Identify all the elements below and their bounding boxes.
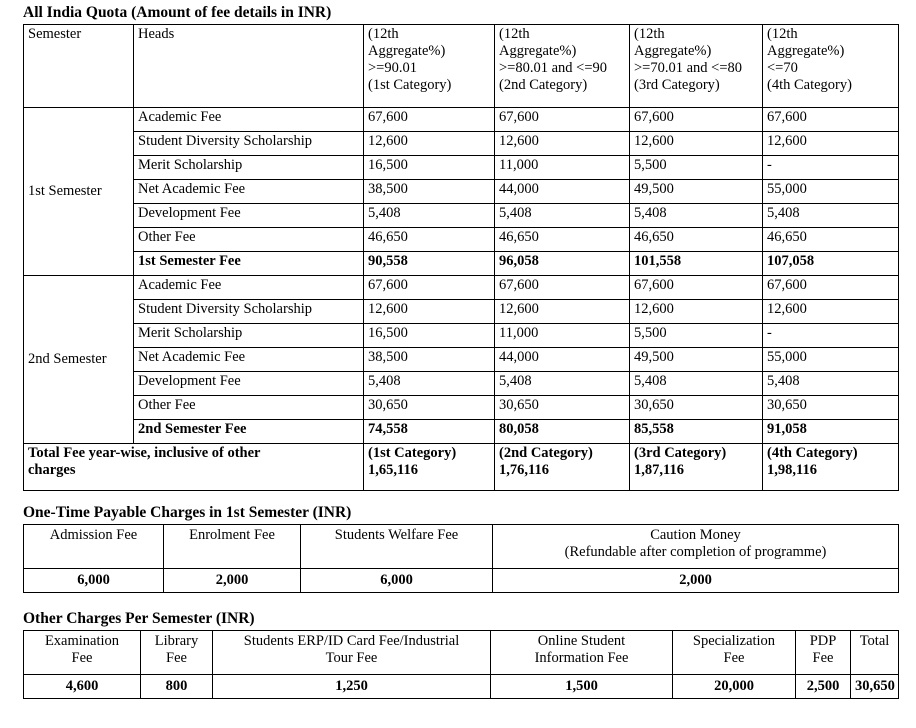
cell-cat2: 30,650 [495,396,630,420]
caution-money-line1: Caution Money [650,527,741,543]
cell-cat3: 49,500 [630,348,763,372]
table-row-subtotal [24,420,899,444]
cell-cat4: 12,600 [763,300,899,324]
total-cat4-value: 1,98,116 [767,462,817,479]
row-head: Student Diversity Scholarship [134,300,364,324]
row-head-subtotal: 1st Semester Fee [134,252,364,276]
cell-cat4: 5,408 [763,372,899,396]
erp-fee-line2: Tour Fee [325,650,378,667]
online-info-fee-line1: Online Student [537,633,626,649]
row-head: Academic Fee [134,276,364,300]
header-heads: Heads [134,25,364,108]
row-head: Other Fee [134,396,364,420]
cell-cat3: 5,500 [630,156,763,180]
total-cat2 [495,444,630,491]
cell-cat2: 44,000 [495,348,630,372]
table-row [24,276,899,300]
total-label-line2: charges [28,462,76,479]
online-info-fee-line2: Information Fee [534,650,629,667]
cell-cat3: 12,600 [630,132,763,156]
cell-cat3: 30,650 [630,396,763,420]
cell-cat4: 55,000 [763,348,899,372]
table-row [24,180,899,204]
cell-cat2: 12,600 [495,300,630,324]
caution-money-line2: (Refundable after completion of programme) [564,544,827,561]
header-cat2-line3: >=80.01 and <=90 [499,60,608,77]
cell-cat4: - [763,156,899,180]
header-caution-money [493,525,899,569]
total-cat3-value: 1,87,116 [634,462,684,479]
cell-cat1: 16,500 [364,156,495,180]
header-cat1-line4: (1st Category) [368,77,452,94]
cell-cat1: 67,600 [364,276,495,300]
total-cat1-value: 1,65,116 [368,462,418,479]
one-time-charges-title: One-Time Payable Charges in 1st Semester (INR) [23,504,352,521]
cell-cat3: 101,558 [630,252,763,276]
total-cat4-label: (4th Category) [767,445,858,461]
header-semester: Semester [24,25,134,108]
cell-cat1: 38,500 [364,180,495,204]
cell-cat4: 107,058 [763,252,899,276]
semester-1-label: 1st Semester [24,108,134,276]
row-head: Student Diversity Scholarship [134,132,364,156]
table-row-values [24,569,899,593]
table-header-row [24,525,899,569]
total-cat4 [763,444,899,491]
value-students-welfare-fee: 6,000 [301,569,493,593]
header-erp-id-card-tour-fee [213,631,491,675]
table-row-subtotal [24,252,899,276]
cell-cat1: 30,650 [364,396,495,420]
cell-cat4: - [763,324,899,348]
cell-cat3: 49,500 [630,180,763,204]
total-cat2-value: 1,76,116 [499,462,549,479]
row-head: Merit Scholarship [134,324,364,348]
value-specialization-fee: 20,000 [673,675,796,699]
header-specialization-fee [673,631,796,675]
cell-cat2: 5,408 [495,204,630,228]
value-enrolment-fee: 2,000 [164,569,301,593]
cell-cat3: 85,558 [630,420,763,444]
examination-fee-line1: Examination [44,633,120,649]
other-charges-table [23,630,899,699]
cell-cat2: 11,000 [495,156,630,180]
cell-cat2: 80,058 [495,420,630,444]
header-cat1-line1: (12th [368,26,399,42]
cell-cat4: 55,000 [763,180,899,204]
cell-cat1: 12,600 [364,300,495,324]
cell-cat2: 67,600 [495,276,630,300]
cell-cat1: 16,500 [364,324,495,348]
cell-cat4: 5,408 [763,204,899,228]
semester-2-label: 2nd Semester [24,276,134,444]
row-head: Merit Scholarship [134,156,364,180]
header-cat1-line2: Aggregate%) [368,43,446,60]
cell-cat4: 46,650 [763,228,899,252]
header-pdp-fee [796,631,851,675]
cell-cat1: 5,408 [364,204,495,228]
header-total: Total [851,631,899,675]
all-india-quota-title: All India Quota (Amount of fee details in INR) [23,4,332,21]
table-row-values [24,675,899,699]
cell-cat3: 12,600 [630,300,763,324]
row-head: Net Academic Fee [134,180,364,204]
header-library-fee [141,631,213,675]
cell-cat1: 5,408 [364,372,495,396]
value-library-fee: 800 [141,675,213,699]
pdp-fee-line2: Fee [812,650,834,667]
header-category-1 [364,25,495,108]
total-cat1-label: (1st Category) [368,445,457,461]
cell-cat1: 46,650 [364,228,495,252]
header-online-student-information-fee [491,631,673,675]
row-head: Net Academic Fee [134,348,364,372]
header-cat2-line4: (2nd Category) [499,77,588,94]
header-cat3-line4: (3rd Category) [634,77,720,94]
cell-cat3: 67,600 [630,276,763,300]
cell-cat3: 46,650 [630,228,763,252]
cell-cat4: 67,600 [763,276,899,300]
table-row [24,108,899,132]
header-category-4 [763,25,899,108]
library-fee-line2: Fee [166,650,187,667]
cell-cat4: 30,650 [763,396,899,420]
cell-cat1: 38,500 [364,348,495,372]
cell-cat3: 5,408 [630,372,763,396]
cell-cat3: 5,500 [630,324,763,348]
cell-cat4: 91,058 [763,420,899,444]
header-students-welfare-fee: Students Welfare Fee [301,525,493,569]
all-india-quota-table [23,24,899,491]
specialization-fee-line1: Specialization [692,633,776,649]
total-cat1 [364,444,495,491]
header-cat2-line2: Aggregate%) [499,43,577,60]
specialization-fee-line2: Fee [723,650,745,667]
table-row [24,300,899,324]
cell-cat2: 5,408 [495,372,630,396]
header-category-2 [495,25,630,108]
total-cat2-label: (2nd Category) [499,445,593,461]
cell-cat4: 12,600 [763,132,899,156]
table-row-total [24,444,899,491]
value-erp-fee: 1,250 [213,675,491,699]
value-total: 30,650 [851,675,899,699]
table-row [24,156,899,180]
other-charges-title: Other Charges Per Semester (INR) [23,610,255,627]
header-cat1-line3: >=90.01 [368,60,417,77]
table-header-row [24,631,899,675]
total-cat3 [630,444,763,491]
cell-cat1: 67,600 [364,108,495,132]
header-cat4-line3: <=70 [767,60,798,77]
table-row [24,324,899,348]
value-online-information-fee: 1,500 [491,675,673,699]
total-cat3-label: (3rd Category) [634,445,727,461]
pdp-fee-line1: PDP [809,633,837,649]
table-row [24,132,899,156]
value-admission-fee: 6,000 [24,569,164,593]
row-head-subtotal: 2nd Semester Fee [134,420,364,444]
value-caution-money: 2,000 [493,569,899,593]
total-row-label [24,444,364,491]
cell-cat4: 67,600 [763,108,899,132]
header-cat4-line4: (4th Category) [767,77,852,94]
row-head: Development Fee [134,204,364,228]
cell-cat1: 90,558 [364,252,495,276]
row-head: Other Fee [134,228,364,252]
cell-cat3: 5,408 [630,204,763,228]
header-admission-fee: Admission Fee [24,525,164,569]
row-head: Academic Fee [134,108,364,132]
row-head: Development Fee [134,372,364,396]
library-fee-line1: Library [154,633,199,649]
header-cat4-line2: Aggregate%) [767,43,845,60]
cell-cat2: 11,000 [495,324,630,348]
header-cat4-line1: (12th [767,26,798,42]
header-cat3-line2: Aggregate%) [634,43,712,60]
cell-cat2: 67,600 [495,108,630,132]
cell-cat1: 74,558 [364,420,495,444]
table-row [24,348,899,372]
header-cat2-line1: (12th [499,26,530,42]
cell-cat2: 44,000 [495,180,630,204]
cell-cat2: 12,600 [495,132,630,156]
erp-fee-line1: Students ERP/ID Card Fee/Industrial [243,633,460,649]
cell-cat3: 67,600 [630,108,763,132]
table-header-row [24,25,899,108]
value-pdp-fee: 2,500 [796,675,851,699]
table-row [24,228,899,252]
cell-cat1: 12,600 [364,132,495,156]
examination-fee-line2: Fee [71,650,93,667]
header-examination-fee [24,631,141,675]
cell-cat2: 46,650 [495,228,630,252]
header-enrolment-fee: Enrolment Fee [164,525,301,569]
cell-cat2: 96,058 [495,252,630,276]
one-time-charges-table [23,524,899,593]
total-label-line1: Total Fee year-wise, inclusive of other [28,445,261,461]
table-row [24,204,899,228]
table-row [24,396,899,420]
table-row [24,372,899,396]
header-cat3-line1: (12th [634,26,665,42]
header-cat3-line3: >=70.01 and <=80 [634,60,743,77]
header-category-3 [630,25,763,108]
value-examination-fee: 4,600 [24,675,141,699]
